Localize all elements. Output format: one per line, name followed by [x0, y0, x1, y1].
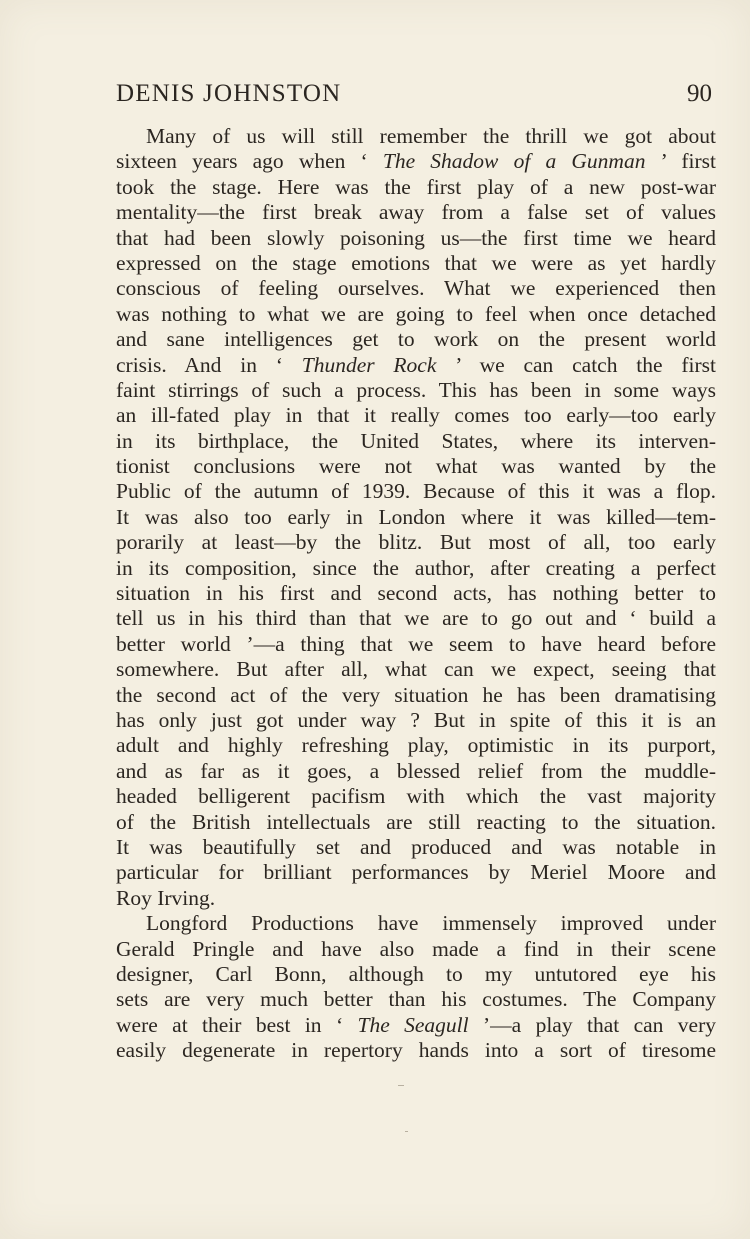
page-number: 90 [687, 80, 712, 107]
text-line-15: Public of the autumn of 1939. Because of this it was a flop. [116, 479, 716, 504]
text-line-11: faint stirrings of such a process. This has been in some ways [116, 377, 716, 402]
text-line-37: easily degenerate in repertory hands into a sort of tiresome [116, 1038, 716, 1063]
text-line-32: Longford Productions have immensely improved under [146, 911, 716, 936]
text-line-18: in its composition, since the author, after creating a perfect [116, 555, 716, 580]
text-line-34: designer, Carl Bonn, although to my untutored eye his [116, 961, 716, 986]
text-line-36: were at their best in ‘ The Seagull ’—a play that can very [116, 1012, 716, 1037]
text-line-33: Gerald Pringle and have also made a find in their scene [116, 936, 716, 961]
text-line-7: conscious of feeling ourselves. What we experienced then [116, 276, 716, 301]
text-line-4: mentality—the first break away from a false set of values [116, 200, 716, 225]
text-line-10: crisis. And in ‘ Thunder Rock ’ we can catch the first [116, 352, 716, 377]
text-line-26: and as far as it goes, a blessed relief from the muddle- [116, 758, 716, 783]
text-line-3: took the stage. Here was the first play of a new post-war [116, 174, 716, 199]
text-line-20: tell us in his third than that we are to go out and ‘ build a [116, 606, 716, 631]
play-title-thunder-rock: Thunder Rock [301, 352, 437, 377]
running-head-author: DENIS JOHNSTON [116, 80, 342, 107]
text-line-2: sixteen years ago when ‘ The Shadow of a Gunman ’ first [116, 149, 716, 174]
text-line-30: particular for brilliant performances by Meriel Moore and [116, 860, 716, 885]
text-line-22: somewhere. But after all, what can we expect, seeing that [116, 657, 716, 682]
paper-speck [405, 1131, 408, 1132]
text-line-24: has only just got under way ? But in spite of this it is an [116, 707, 716, 732]
running-head [116, 80, 712, 112]
text-line-31: Roy Irving. [116, 885, 216, 910]
text-line-23: the second act of the very situation he has been dramatising [116, 682, 716, 707]
text-line-6: expressed on the stage emotions that we were as yet hardly [116, 250, 716, 275]
text-line-8: was nothing to what we are going to feel when once detached [116, 301, 716, 326]
text-line-21: better world ’—a thing that we seem to have heard before [116, 631, 716, 656]
text-line-1: Many of us will still remember the thrill we got about [146, 124, 716, 148]
body-text [116, 124, 716, 1063]
text-line-17: porarily at least—by the blitz. But most of all, too early [116, 530, 716, 555]
text-line-14: tionist conclusions were not what was wanted by the [116, 454, 716, 479]
text-line-19: situation in his first and second acts, has nothing better to [116, 581, 716, 606]
text-line-9: and sane intelligences get to work on the present world [116, 327, 716, 352]
paper-speck [398, 1085, 404, 1086]
text-line-27: headed belligerent pacifism with which the vast majority [116, 784, 716, 809]
text-line-35: sets are very much better than his costumes. The Company [116, 987, 716, 1012]
text-line-12: an ill-fated play in that it really comes too early—too early [116, 403, 716, 428]
text-line-16: It was also too early in London where it was killed—tem- [116, 504, 716, 529]
text-line-28: of the British intellectuals are still reacting to the situation. [116, 809, 716, 834]
play-title-shadow-of-a-gunman: The Shadow of a Gunman [382, 149, 646, 174]
text-line-5: that had been slowly poisoning us—the first time we heard [116, 225, 716, 250]
play-title-the-seagull: The Seagull [357, 1012, 469, 1037]
text-line-29: It was beautifully set and produced and was notable in [116, 834, 716, 859]
text-line-25: adult and highly refreshing play, optimistic in its purport, [116, 733, 716, 758]
text-line-13: in its birthplace, the United States, where its interven- [116, 428, 716, 453]
